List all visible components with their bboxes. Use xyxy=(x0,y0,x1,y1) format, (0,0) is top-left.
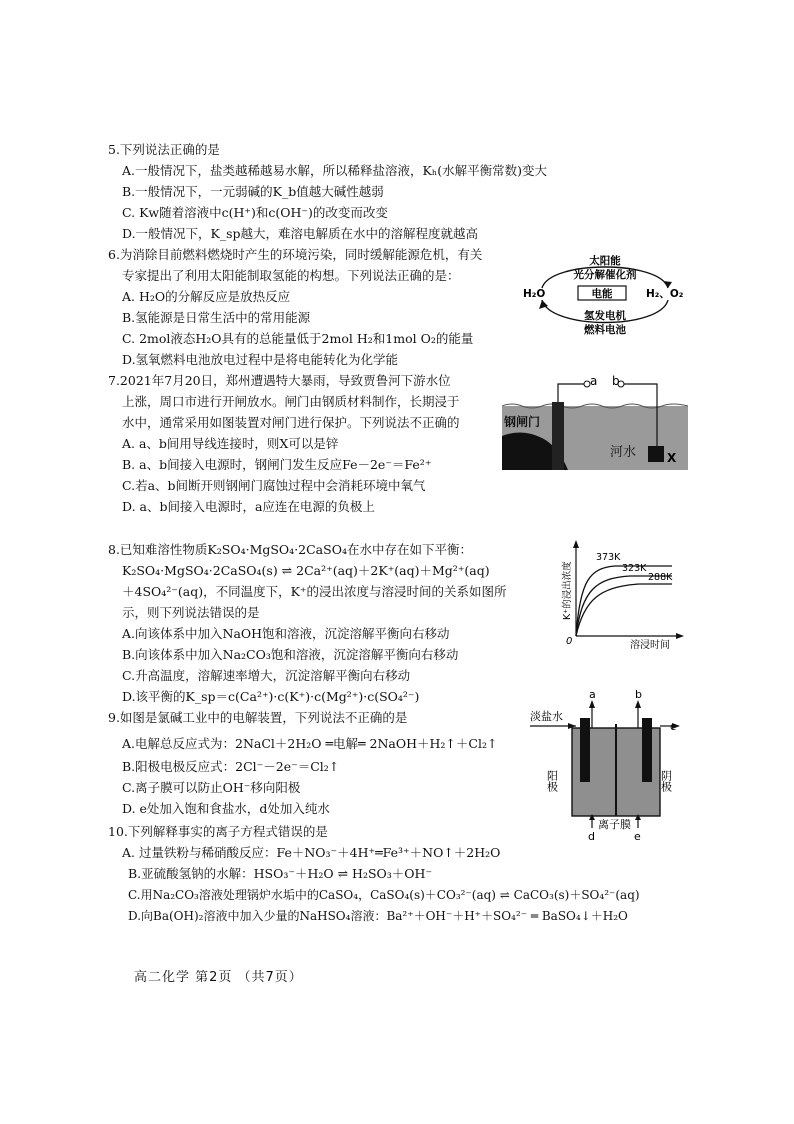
q9-fig-cathode-label: 阴极 xyxy=(659,770,673,792)
q5-stem: 5.下列说法正确的是 xyxy=(108,142,220,157)
q7-fig-gate-label: 钢闸门 xyxy=(504,415,541,429)
q9-fig-inlet-e: e xyxy=(634,830,641,840)
q9-option-a: A.电解总反应式为：2NaCl＋2H₂O ═电解═ 2NaOH＋H₂↑＋Cl₂↑ xyxy=(122,736,498,751)
q8-option-b: B.向该体系中加入Na₂CO₃饱和溶液，沉淀溶解平衡向右移动 xyxy=(122,647,459,662)
q7-gate-protection-diagram xyxy=(502,374,690,470)
q7-option-b: B. a、b间接入电源时，钢闸门发生反应Fe－2e⁻＝Fe²⁺ xyxy=(122,457,432,472)
q6-fig-solar: 太阳能 xyxy=(589,255,621,267)
q10-option-d: D.向Ba(OH)₂溶液中加入少量的NaHSO₄溶液：Ba²⁺＋OH⁻＋H⁺＋SO₄²⁻ ═ BaSO₄↓＋H₂O xyxy=(128,909,628,923)
q6-fig-fuel-cell: 燃料电池 xyxy=(584,324,626,336)
q5-option-d: D.一般情况下，K_sp越大，难溶电解质在水中的溶解程度就越高 xyxy=(122,226,479,241)
page-footer: 高二化学 第2页 （共7页） xyxy=(134,970,303,985)
q5-option-b: B.一般情况下，一元弱碱的K_b值越大碱性越弱 xyxy=(122,184,384,199)
q6-stem-line2: 专家提出了利用太阳能制取氢能的构想。下列说法正确的是： xyxy=(122,268,460,283)
q9-fig-outlet-b: b xyxy=(635,690,642,701)
q8-stem-line1: 8.已知难溶性物质K₂SO₄·MgSO₄·2CaSO₄在水中存在如下平衡： xyxy=(108,542,472,557)
q8-stem-line4: 示，则下列说法错误的是 xyxy=(122,605,260,620)
q9-fig-brine-label: 淡盐水 xyxy=(530,710,563,723)
q7-option-c: C.若a、b间断开则钢闸门腐蚀过程中会消耗环境中氧气 xyxy=(122,478,426,493)
q9-fig-anode-label: 阳极 xyxy=(545,770,559,792)
q9-fig-membrane-label: 离子膜 xyxy=(598,818,631,831)
q9-option-b: B.阳极电极反应式：2Cl⁻－2e⁻＝Cl₂↑ xyxy=(122,759,340,774)
q8-stem-line2: K₂SO₄·MgSO₄·2CaSO₄(s) ⇌ 2Ca²⁺(aq)＋2K⁺(aq)＋Mg²⁺(aq) xyxy=(122,563,490,578)
q6-option-c: C. 2mol液态H₂O具有的总能量低于2mol H₂和1mol O₂的能量 xyxy=(122,331,474,346)
q8-leaching-curve xyxy=(560,540,688,652)
q9-option-d: D. e处加入饱和食盐水，d处加入纯水 xyxy=(122,801,330,816)
q10-option-c: C.用Na₂CO₃溶液处理锅炉水垢中的CaSO₄，CaSO₄(s)＋CO₃²⁻(aq) ⇌ CaCO₃(s)＋SO₄²⁻(aq) xyxy=(128,888,640,902)
q6-fig-water: H₂O xyxy=(523,288,546,300)
q7-option-a: A. a、b间用导线连接时，则X可以是锌 xyxy=(122,436,339,451)
q9-fig-inlet-d: d xyxy=(588,830,595,840)
q10-option-b: B.亚硫酸氢钠的水解：HSO₃⁻＋H₂O ⇌ H₂SO₃＋OH⁻ xyxy=(128,866,433,881)
q9-chlor-alkali-cell xyxy=(530,690,682,840)
q8-fig-xlabel: 溶浸时间 xyxy=(630,640,670,651)
q8-fig-curve-373k: 373K xyxy=(596,552,621,563)
q7-option-d: D. a、b间接入电源时，a应连在电源的负极上 xyxy=(122,499,375,514)
q6-energy-cycle-diagram xyxy=(520,254,690,338)
q7-fig-terminal-a: a xyxy=(590,374,598,388)
q7-stem-line1: 7.2021年7月20日，郑州遭遇特大暴雨，导致贾鲁河下游水位 xyxy=(108,373,451,388)
q6-option-d: D.氢氧燃料电池放电过程中是将电能转化为化学能 xyxy=(122,352,399,367)
q7-fig-electrode-x: X xyxy=(667,451,677,465)
q9-fig-outlet-c: c xyxy=(670,720,677,733)
q6-fig-gases: H₂、O₂ xyxy=(646,288,684,300)
q8-option-d: D.该平衡的K_sp＝c(Ca²⁺)·c(K⁺)·c(Mg²⁺)·c(SO₄²⁻) xyxy=(122,689,420,704)
q5-option-c: C. Kw随着溶液中c(H⁺)和c(OH⁻)的改变而改变 xyxy=(122,205,388,220)
q7-fig-terminal-b: b xyxy=(612,374,620,388)
q6-option-a: A. H₂O的分解反应是放热反应 xyxy=(122,289,291,304)
q8-option-c: C.升高温度，溶解速率增大，沉淀溶解平衡向右移动 xyxy=(122,668,411,683)
q10-stem: 10.下列解释事实的离子方程式错误的是 xyxy=(108,824,328,839)
q8-fig-curve-288k: 288K xyxy=(648,572,673,583)
q6-stem-line1: 6.为消除目前燃料燃烧时产生的环境污染，同时缓解能源危机，有关 xyxy=(108,247,483,262)
q9-option-c: C.离子膜可以防止OH⁻移向阳极 xyxy=(122,780,301,795)
q8-option-a: A.向该体系中加入NaOH饱和溶液，沉淀溶解平衡向右移动 xyxy=(122,626,450,641)
q6-option-b: B.氢能源是日常生活中的常用能源 xyxy=(122,310,311,325)
q8-stem-line3: ＋4SO₄²⁻(aq)，不同温度下，K⁺的浸出浓度与溶浸时间的关系如图所 xyxy=(122,584,507,599)
q8-fig-curve-323k: 323K xyxy=(622,563,647,574)
q9-fig-outlet-a: a xyxy=(589,690,596,701)
q5-option-a: A.一般情况下，盐类越稀越易水解，所以稀释盐溶液，Kₕ(水解平衡常数)变大 xyxy=(122,163,548,178)
q8-fig-ylabel: K⁺的浸出浓度 xyxy=(562,561,573,620)
q6-fig-generator: 氢发电机 xyxy=(584,310,626,322)
q7-stem-line3: 水中，通常采用如图装置对闸门进行保护。下列说法不正确的 xyxy=(122,415,460,430)
q7-stem-line2: 上涨，周口市进行开闸放水。闸门由钢质材料制作，长期浸于 xyxy=(122,394,460,409)
q6-fig-catalyst: 光分解催化剂 xyxy=(573,269,637,281)
q7-fig-river-label: 河水 xyxy=(610,445,637,460)
q6-fig-electricity: 电能 xyxy=(591,288,613,300)
q10-option-a: A. 过量铁粉与稀硝酸反应：Fe＋NO₃⁻＋4H⁺═Fe³⁺＋NO↑＋2H₂O xyxy=(122,845,501,860)
q8-fig-origin: 0 xyxy=(566,636,573,647)
q9-stem: 9.如图是氯碱工业中的电解装置，下列说法不正确的是 xyxy=(108,710,408,725)
